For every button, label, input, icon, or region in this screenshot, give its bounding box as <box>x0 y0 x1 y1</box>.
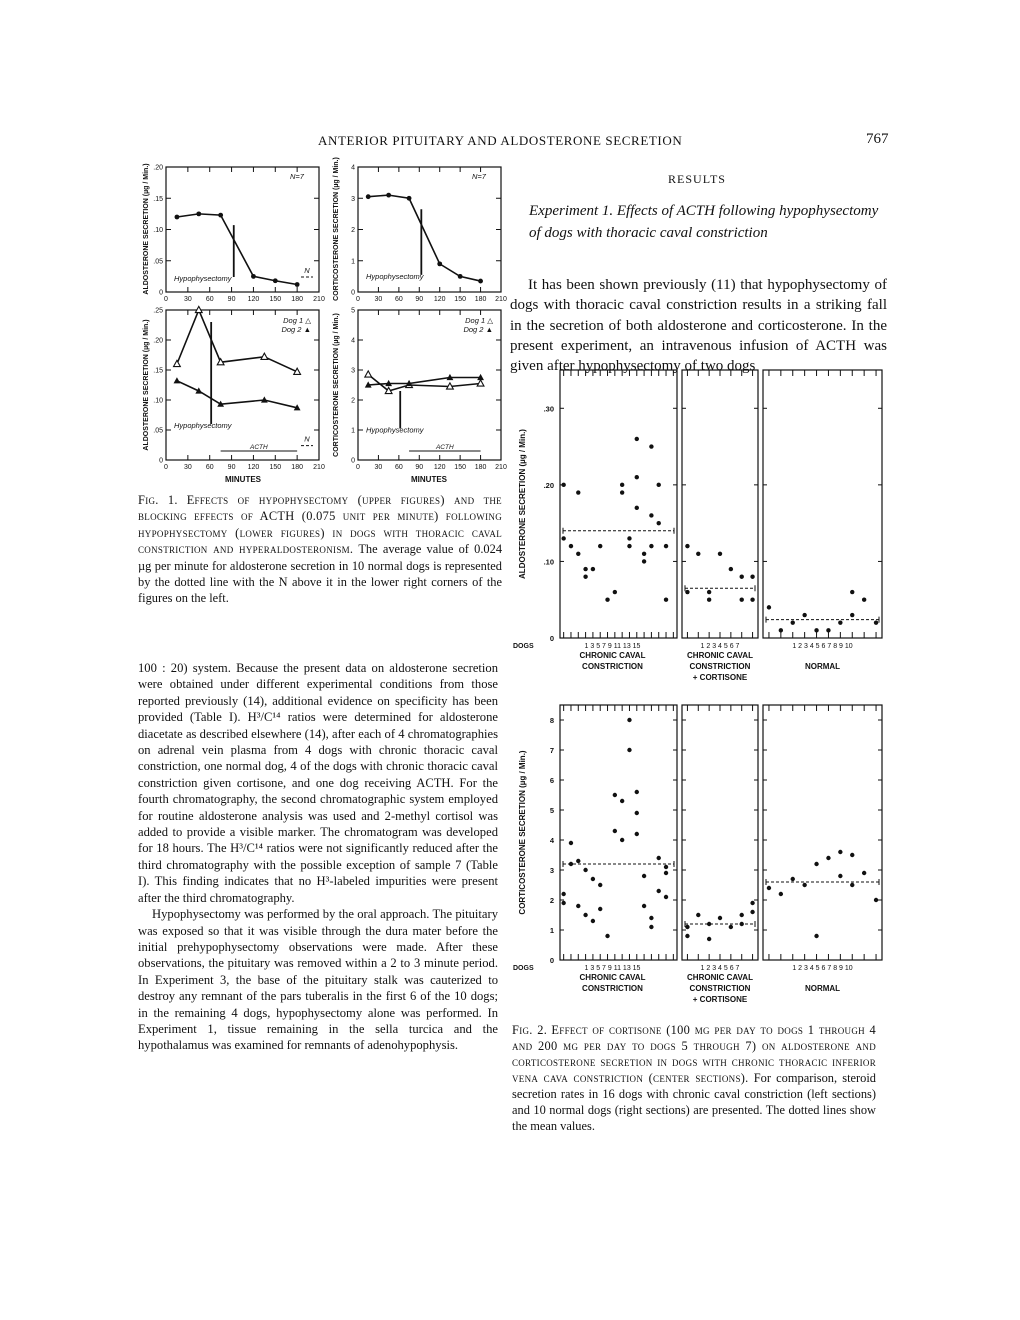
data-point <box>561 536 565 540</box>
x-tick-label: 180 <box>291 464 303 471</box>
data-point <box>635 832 639 836</box>
panel-frame <box>560 705 677 960</box>
y-tick-label: 5 <box>549 806 554 815</box>
x-tick-label: 120 <box>433 296 446 303</box>
data-point <box>874 898 878 902</box>
y-tick-label: .20 <box>153 164 163 172</box>
data-point <box>642 552 646 556</box>
data-point <box>750 910 754 914</box>
data-point <box>750 575 754 579</box>
results-intro-paragraph: It has been shown previously (11) that hypophysectomy of dogs with thoracic caval constriction results in a striking fall in the secretion of both aldosterone and corticosterone. In the present experiment, an intravenous infusion of ACTH was given after hypophysectomy of two dogs <box>510 277 887 375</box>
panel-frame <box>763 705 882 960</box>
dog-numbers-caval: 1 3 5 7 9 11 13 15 <box>584 643 641 650</box>
x-tick-label: 210 <box>495 296 507 303</box>
data-point <box>613 590 617 594</box>
data-point <box>649 444 653 448</box>
data-point <box>649 544 653 548</box>
y-tick-label: 3 <box>549 866 554 875</box>
data-point <box>613 793 617 797</box>
data-point <box>273 278 278 283</box>
y-tick-label: .25 <box>153 307 163 315</box>
x-tick-label: 180 <box>474 464 487 471</box>
data-point <box>791 620 795 624</box>
data-point <box>664 895 668 899</box>
x-tick-label: 150 <box>454 296 466 303</box>
x-tick-label: 60 <box>394 464 403 471</box>
x-tick-label: 0 <box>356 296 360 303</box>
data-point <box>196 211 201 216</box>
data-point <box>576 859 580 863</box>
x-tick-label: 30 <box>183 464 192 471</box>
dogs-axis-label: DOGS <box>513 643 534 650</box>
data-point <box>826 628 830 632</box>
y-tick-label: 0 <box>159 457 163 465</box>
x-tick-label: 30 <box>374 296 383 303</box>
fig1-caption-label: Fig. 1. <box>138 493 178 507</box>
x-tick-label: 150 <box>269 296 282 303</box>
data-point <box>218 213 223 218</box>
legend-dog-1: Dog 1 △ <box>465 316 493 325</box>
group-name-normal: NORMAL <box>804 984 841 993</box>
fig2-caption-rest: For comparison, steroid secretion rates in 16 dogs with chronic caval constriction (left sections) and 10 normal dogs (right sections) are presented. The dotted lines show the mean values. <box>512 1071 876 1133</box>
figure-2 <box>505 360 890 1010</box>
panel-frame <box>682 370 758 638</box>
y-tick-label: 4 <box>549 836 554 845</box>
data-point <box>175 215 180 220</box>
data-point <box>458 274 463 279</box>
x-tick-label: 180 <box>291 296 303 303</box>
group-name-caval-2: CONSTRICTION <box>582 662 643 671</box>
fig1-ylabel-aldosterone-lower: ALDOSTERONE SECRETION (µg / Min.) <box>143 319 150 451</box>
data-point <box>685 590 689 594</box>
left-column-body <box>138 660 498 1054</box>
fig2-aldosterone-chart <box>513 370 882 682</box>
data-point <box>251 274 256 279</box>
data-point <box>627 544 631 548</box>
data-point <box>838 850 842 854</box>
data-point <box>635 506 639 510</box>
fig1-xlabel-left: MINUTES <box>225 475 261 484</box>
data-point <box>718 552 722 556</box>
data-point <box>707 922 711 926</box>
x-tick-label: 60 <box>205 464 214 471</box>
x-tick-label: 0 <box>164 464 168 471</box>
data-point <box>814 934 818 938</box>
data-point <box>561 901 565 905</box>
data-point <box>569 544 573 548</box>
data-point <box>779 628 783 632</box>
data-point <box>750 901 754 905</box>
group-name-caval-2: CONSTRICTION <box>582 984 643 993</box>
data-point <box>598 544 602 548</box>
dogs-axis-label: DOGS <box>513 965 534 972</box>
data-point <box>620 799 624 803</box>
data-point <box>664 598 668 602</box>
x-tick-label: 30 <box>183 296 192 303</box>
group-name-caval-1: CHRONIC CAVAL <box>579 651 646 660</box>
results-heading: RESULTS <box>668 172 726 186</box>
data-point <box>627 748 631 752</box>
data-point <box>627 718 631 722</box>
n-count-label: N=7 <box>472 172 486 181</box>
data-point <box>627 536 631 540</box>
data-point <box>649 925 653 929</box>
experiment-1-title: Experiment 1. Effects of ACTH following hypophysectomy of dogs with thoracic caval constriction <box>529 203 879 241</box>
data-point <box>620 490 624 494</box>
x-tick-label: 120 <box>433 464 446 471</box>
data-point <box>174 360 181 366</box>
data-point <box>605 598 609 602</box>
data-point <box>664 865 668 869</box>
data-point <box>838 874 842 878</box>
panel-frame <box>560 370 677 638</box>
x-tick-label: 210 <box>313 464 325 471</box>
data-point <box>707 598 711 602</box>
x-tick-label: 30 <box>374 464 383 471</box>
x-tick-label: 120 <box>247 296 260 303</box>
y-tick-label: 0 <box>549 634 554 643</box>
group-name-normal: NORMAL <box>804 662 841 671</box>
data-point <box>295 282 300 287</box>
y-tick-label: 4 <box>351 337 355 345</box>
group-name-cortisone-3: + CORTISONE <box>692 995 748 1004</box>
x-tick-label: 60 <box>205 296 214 303</box>
data-point <box>620 483 624 487</box>
fig2-caption <box>512 1022 876 1134</box>
fig1-ylabel-aldosterone-upper: ALDOSTERONE SECRETION (µg / Min.) <box>143 163 150 295</box>
data-point <box>569 862 573 866</box>
dog-numbers-cortisone: 1 2 3 4 5 6 7 <box>700 965 740 972</box>
y-tick-label: 6 <box>549 776 554 785</box>
y-tick-label: .15 <box>153 367 163 375</box>
x-tick-label: 120 <box>247 464 260 471</box>
data-point <box>850 590 854 594</box>
data-point <box>407 196 412 201</box>
data-point <box>649 513 653 517</box>
dog-numbers-normal: 1 2 3 4 5 6 7 8 9 10 <box>792 965 853 972</box>
group-name-cortisone-2: CONSTRICTION <box>689 662 751 671</box>
y-axis-label: ALDOSTERONE SECRETION (µg / Min.) <box>518 429 527 579</box>
page-number: 767 <box>866 131 889 147</box>
data-point <box>561 483 565 487</box>
y-tick-label: 7 <box>549 746 554 755</box>
legend-dog-2: Dog 2 ▲ <box>463 325 493 334</box>
data-point <box>576 904 580 908</box>
data-point <box>838 620 842 624</box>
data-point <box>850 613 854 617</box>
data-point <box>791 877 795 881</box>
data-point <box>850 883 854 887</box>
data-point <box>576 552 580 556</box>
fig2-caption-smallcaps: Effect of cortisone (100 mg per day to dogs 1 through 4 and 200 mg per day to dogs 5 through 7) on aldosterone and corticosterone secretion in dogs with chronic thoracic inferior vena cava constriction (center sections). <box>512 1023 876 1085</box>
data-point <box>386 193 391 198</box>
y-tick-label: .10 <box>543 557 554 567</box>
x-tick-label: 0 <box>164 296 168 303</box>
data-point <box>598 883 602 887</box>
y-tick-label: 1 <box>549 926 554 935</box>
data-point <box>874 620 878 624</box>
fig1-lower-left-chart <box>153 306 325 471</box>
data-point <box>685 934 689 938</box>
data-point <box>729 567 733 571</box>
y-tick-label: 2 <box>351 227 355 234</box>
data-point <box>707 590 711 594</box>
y-tick-label: 5 <box>351 307 355 315</box>
x-tick-label: 90 <box>415 464 424 471</box>
data-point <box>591 919 595 923</box>
fig1-ylabel-corticosterone-upper: CORTICOSTERONE SECRETION (µg / Min.) <box>333 157 340 301</box>
y-tick-label: 1 <box>351 427 355 435</box>
data-point <box>365 371 372 377</box>
data-point <box>576 490 580 494</box>
data-point <box>366 194 371 199</box>
data-point <box>696 552 700 556</box>
hypophysectomy-label: Hypophysectomy <box>174 421 232 430</box>
data-point <box>740 913 744 917</box>
n-count-label: N=7 <box>290 172 304 181</box>
data-point <box>718 916 722 920</box>
group-name-cortisone-2: CONSTRICTION <box>689 984 751 993</box>
hypophysectomy-label: Hypophysectomy <box>174 274 232 283</box>
body-paragraph-2: Hypophysectomy was performed by the oral approach. The pituitary was exposed so that it was visible through the dura mater before the initial prehypophysectomy observations were made. After these observations, the pituitary was removed within a 2 to 3 minute period. In Experiment 3, the base of the pituitary stalk was cauterized to destroy any remnant of the pars tuberalis in the first 6 of the 10 dogs; in the remaining 4 dogs, hypophysectomy alone was performed. In Experiment 1, tissue remaining in the sella turcica and the hypothalamus was examined for remnants of adenohypophysis. <box>138 907 498 1053</box>
data-point <box>862 598 866 602</box>
data-point <box>767 605 771 609</box>
hypophysectomy-label: Hypophysectomy <box>366 271 424 281</box>
fig1-caption-smallcaps: Effects of hypophysectomy (upper figures) and the blocking effects of ACTH (0.075 unit per minute) following hypophysectomy (lower figures) in dogs with thoracic caval constriction and hyperaldosteronism. <box>138 493 502 557</box>
y-tick-label: 0 <box>549 956 554 965</box>
dog-numbers-normal: 1 2 3 4 5 6 7 8 9 10 <box>792 643 853 650</box>
x-tick-label: 0 <box>356 464 360 471</box>
legend-dog-1: Dog 1 △ <box>283 316 311 325</box>
data-point <box>635 811 639 815</box>
data-point <box>740 922 744 926</box>
data-point <box>478 279 483 284</box>
data-point <box>583 567 587 571</box>
group-name-cortisone-1: CHRONIC CAVAL <box>687 651 753 660</box>
fig1-caption <box>138 492 502 607</box>
y-axis-label: CORTICOSTERONE SECRETION (µg / Min.) <box>518 750 527 915</box>
acth-label: ACTH <box>250 444 268 451</box>
group-name-cortisone-3: + CORTISONE <box>692 673 748 682</box>
data-point <box>802 883 806 887</box>
x-tick-label: 210 <box>313 296 325 303</box>
data-point <box>862 871 866 875</box>
x-tick-label: 90 <box>227 296 236 303</box>
data-point <box>729 925 733 929</box>
fig1-caption-rest: The average value of 0.024 µg per minute for aldosterone secretion in 10 normal dogs is represented by the dotted line with the N above it in the lower right corners of the figures on the left. <box>138 542 503 606</box>
data-point <box>814 862 818 866</box>
y-tick-label: 3 <box>351 195 355 203</box>
data-point <box>583 868 587 872</box>
data-point <box>664 871 668 875</box>
y-tick-label: 2 <box>549 896 554 905</box>
acth-label: ACTH <box>435 444 454 451</box>
data-point <box>174 377 181 383</box>
y-tick-label: .05 <box>153 427 163 435</box>
data-point <box>850 853 854 857</box>
data-point <box>649 916 653 920</box>
data-point <box>685 544 689 548</box>
data-point <box>583 575 587 579</box>
data-point <box>657 889 661 893</box>
data-point <box>826 856 830 860</box>
fig2-caption-label: Fig. 2. <box>512 1023 548 1037</box>
fig1-ylabel-corticosterone-lower: CORTICOSTERONE SECRETION (µg / Min.) <box>333 313 340 457</box>
data-point <box>613 829 617 833</box>
data-point <box>591 567 595 571</box>
y-tick-label: 0 <box>351 289 355 297</box>
x-tick-label: 210 <box>495 464 507 471</box>
running-header: ANTERIOR PITUITARY AND ALDOSTERONE SECRETION <box>318 133 683 148</box>
series-line <box>368 378 480 386</box>
group-name-cortisone-1: CHRONIC CAVAL <box>687 973 753 982</box>
data-point <box>437 261 442 266</box>
series-line <box>177 381 297 408</box>
panel-frame <box>682 705 758 960</box>
fig1-upper-right-chart <box>351 165 507 304</box>
x-tick-label: 90 <box>227 464 236 471</box>
y-tick-label: .05 <box>153 258 163 266</box>
y-tick-label: 4 <box>351 164 355 172</box>
data-point <box>605 934 609 938</box>
x-tick-label: 150 <box>269 464 282 471</box>
data-point <box>569 841 573 845</box>
data-point <box>657 483 661 487</box>
data-point <box>707 937 711 941</box>
data-point <box>779 892 783 896</box>
fig1-upper-left-chart <box>153 165 325 304</box>
body-paragraph-1: 100 : 20) system. Because the present data on aldosterone secretion were obtained under different experimental conditions from those reported previously (14), additional evidence on specificity has been provided (Table I). H³/C¹⁴ ratios were determined for aldosterone diacetate as described elsewhere (14), after each of 4 chromatographies on adrenal vein plasma from 4 dogs with chronic thoracic caval constriction, one normal dog, 4 of the dogs with chronic thoracic caval constriction given cortisone, and one dog receiving ACTH. For the fourth chromatography, the second chromatographic system employed for routine aldosterone analysis was used and 2-methyl cortisol was added to provide a visible marker. The chromatogram was developed for 18 hours. The H³/C¹⁴ ratios were not significantly reduced after the third chromatography with the possible exception of sample 7 (Table I). This finding indicates that no H³-labeled impurities were present after the third chromatography. <box>138 661 498 905</box>
data-point <box>642 559 646 563</box>
data-point <box>561 892 565 896</box>
y-tick-label: 8 <box>549 716 554 725</box>
normal-mean-label: N <box>304 266 310 275</box>
x-tick-label: 150 <box>454 464 466 471</box>
data-point <box>696 913 700 917</box>
data-point <box>664 544 668 548</box>
data-point <box>635 790 639 794</box>
normal-mean-label: N <box>304 434 310 444</box>
dog-numbers-cortisone: 1 2 3 4 5 6 7 <box>700 643 740 650</box>
legend-dog-2: Dog 2 ▲ <box>281 325 311 334</box>
data-point <box>635 475 639 479</box>
data-point <box>802 613 806 617</box>
data-point <box>657 856 661 860</box>
data-point <box>642 874 646 878</box>
x-tick-label: 180 <box>474 296 487 303</box>
y-tick-label: 3 <box>351 367 355 375</box>
fig1-lower-right-chart <box>351 308 507 472</box>
hypophysectomy-label: Hypophysectomy <box>366 425 424 435</box>
data-point <box>767 886 771 890</box>
data-point <box>740 598 744 602</box>
figure-1 <box>138 155 508 490</box>
y-tick-label: .10 <box>153 397 163 405</box>
y-tick-label: .30 <box>543 404 554 414</box>
data-point <box>620 838 624 842</box>
fig2-corticosterone-chart <box>513 705 882 1004</box>
fig1-xlabel-right: MINUTES <box>411 475 447 484</box>
x-tick-label: 60 <box>394 296 403 303</box>
data-point <box>814 628 818 632</box>
data-point <box>598 907 602 911</box>
y-tick-label: .10 <box>153 227 163 234</box>
y-tick-label: .20 <box>543 480 554 490</box>
y-tick-label: 1 <box>351 258 355 266</box>
y-tick-label: .15 <box>153 195 163 203</box>
series-line <box>177 310 297 372</box>
data-point <box>591 877 595 881</box>
dog-numbers-caval: 1 3 5 7 9 11 13 15 <box>584 965 641 972</box>
data-point <box>657 521 661 525</box>
y-tick-label: .20 <box>153 337 163 345</box>
y-tick-label: 0 <box>159 289 163 297</box>
series-line <box>368 195 480 281</box>
y-tick-label: 2 <box>351 397 355 405</box>
data-point <box>635 437 639 441</box>
data-point <box>740 575 744 579</box>
x-tick-label: 90 <box>415 296 424 303</box>
data-point <box>642 904 646 908</box>
group-name-caval-1: CHRONIC CAVAL <box>579 973 646 982</box>
y-tick-label: 0 <box>351 457 355 465</box>
data-point <box>685 925 689 929</box>
data-point <box>583 913 587 917</box>
data-point <box>750 598 754 602</box>
